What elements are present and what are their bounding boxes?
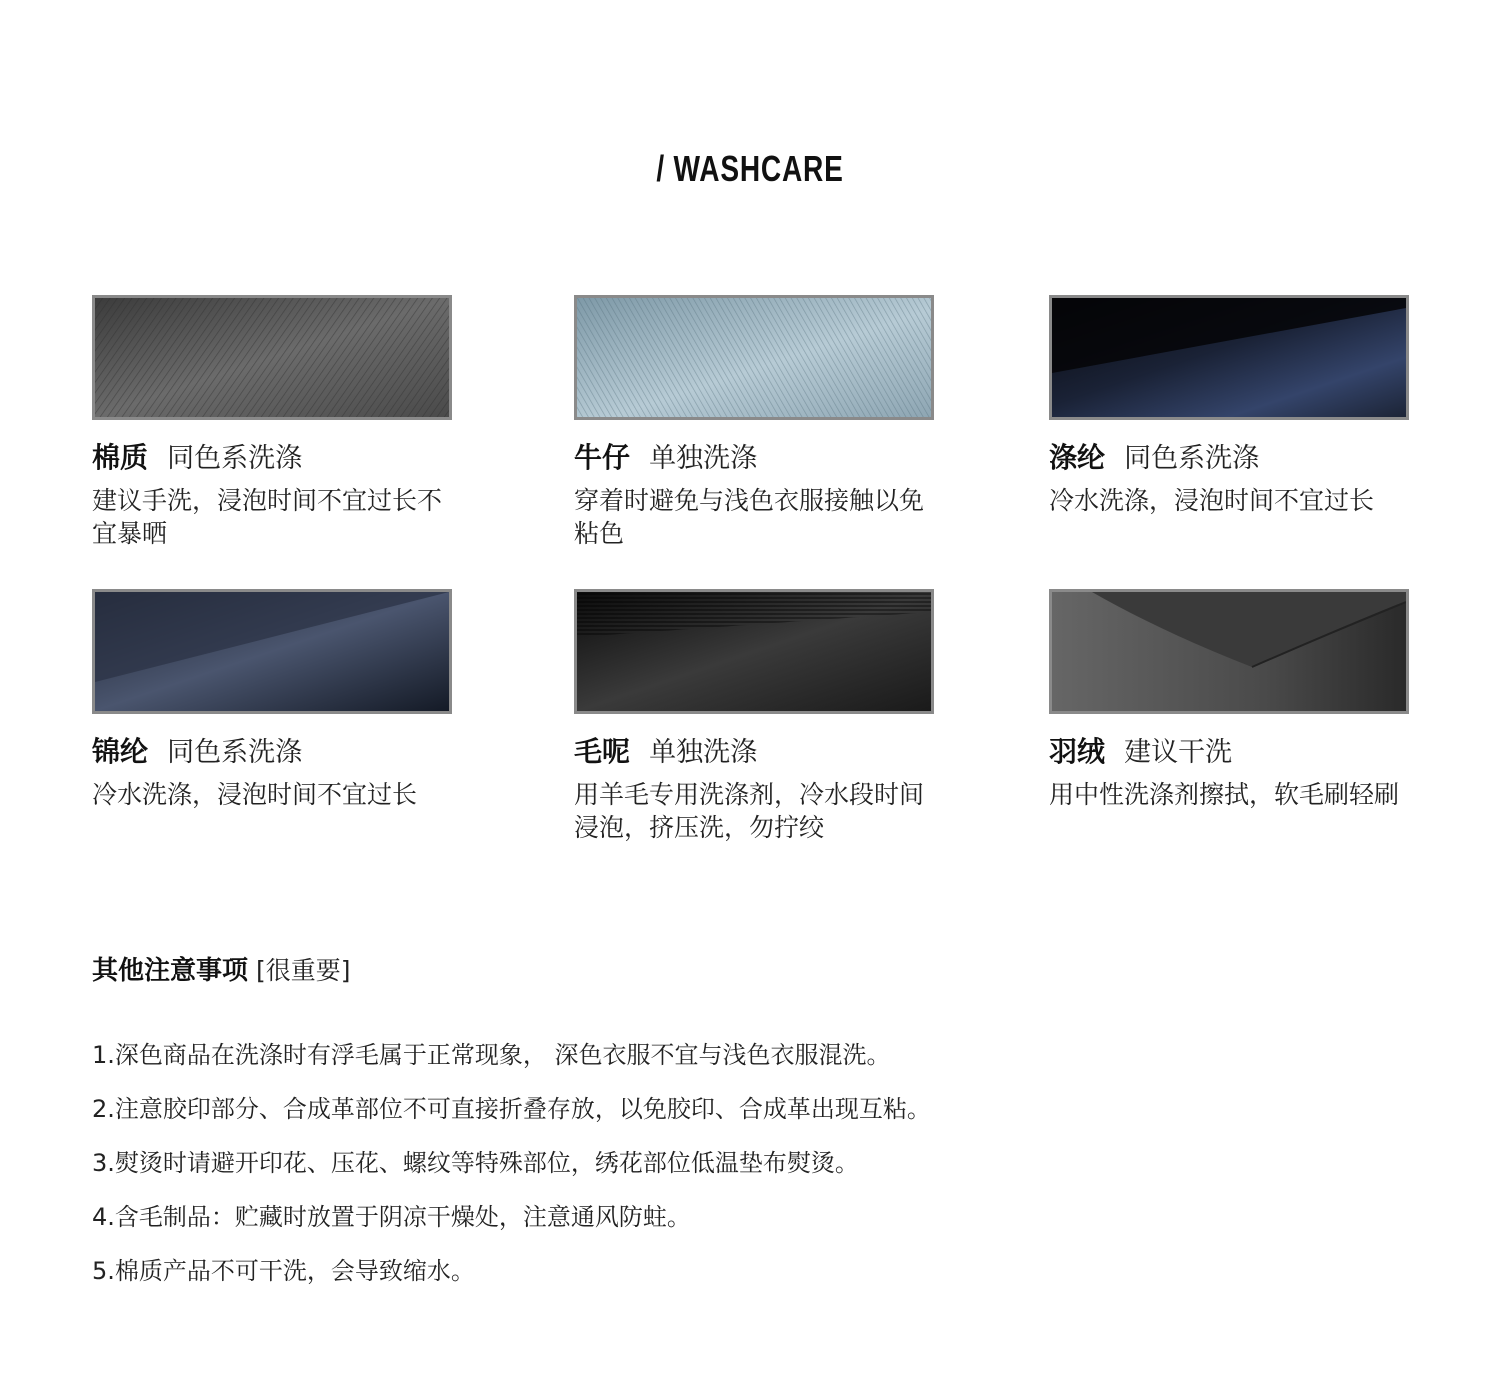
fabric-swatch-denim [574, 295, 934, 420]
fabric-name: 锦纶 [92, 735, 149, 768]
polyester-texture-image [1052, 298, 1406, 417]
fabric-swatch-cotton [92, 295, 452, 420]
wash-method: 同色系洗涤 [167, 737, 303, 768]
down-texture-image [1052, 592, 1406, 711]
wash-method: 同色系洗涤 [1124, 443, 1260, 474]
fabric-name: 涤纶 [1049, 441, 1106, 474]
care-description: 用羊毛专用洗涤剂，冷水段时间浸泡，挤压洗，勿拧绞 [574, 780, 925, 842]
note-item: 1.深色商品在洗涤时有浮毛属于正常现象， 深色衣服不宜与浅色衣服混洗。 [92, 1041, 891, 1069]
fabric-card-wool [574, 589, 934, 844]
fabric-card-denim [574, 295, 934, 550]
fabric-swatch-down [1049, 589, 1409, 714]
fabric-card-polyester [1049, 295, 1409, 517]
fabric-name: 棉质 [92, 441, 149, 474]
care-description: 冷水洗涤，浸泡时间不宜过长 [1049, 486, 1375, 515]
care-description: 用中性洗涤剂擦拭，软毛刷轻刷 [1049, 780, 1400, 809]
fabric-card-nylon [92, 589, 452, 811]
fabric-name: 羽绒 [1049, 735, 1106, 768]
care-description: 冷水洗涤，浸泡时间不宜过长 [92, 780, 418, 809]
fabric-name: 牛仔 [574, 441, 631, 474]
notes-title: 其他注意事项 [92, 956, 249, 986]
note-item: 5.棉质产品不可干洗，会导致缩水。 [92, 1257, 475, 1285]
note-item: 2.注意胶印部分、合成革部位不可直接折叠存放，以免胶印、合成革出现互粘。 [92, 1095, 931, 1123]
care-description: 穿着时避免与浅色衣服接触以免粘色 [574, 486, 925, 548]
note-item: 3.熨烫时请避开印花、压花、螺纹等特殊部位，绣花部位低温垫布熨烫。 [92, 1149, 859, 1177]
wash-method: 单独洗涤 [649, 443, 758, 474]
wash-method: 同色系洗涤 [167, 443, 303, 474]
page-title: / WASHCARE [656, 148, 844, 189]
note-item: 4.含毛制品：贮藏时放置于阴凉干燥处，注意通风防蛀。 [92, 1203, 691, 1231]
fabric-name: 毛呢 [574, 735, 631, 768]
notes-heading [92, 950, 351, 987]
fabric-swatch-nylon [92, 589, 452, 714]
denim-texture-image [577, 298, 931, 417]
fabric-swatch-wool [574, 589, 934, 714]
cotton-texture-image [95, 298, 449, 417]
wash-method: 单独洗涤 [649, 737, 758, 768]
fabric-swatch-polyester [1049, 295, 1409, 420]
wash-method: 建议干洗 [1124, 737, 1233, 768]
nylon-texture-image [95, 592, 449, 711]
notes-importance-tag: [很重要] [256, 956, 351, 985]
fabric-card-down [1049, 589, 1409, 811]
notes-list [92, 1040, 931, 1310]
wool-texture-image [577, 592, 931, 711]
fabric-card-cotton [92, 295, 452, 550]
care-description: 建议手洗，浸泡时间不宜过长不宜暴晒 [92, 486, 443, 548]
